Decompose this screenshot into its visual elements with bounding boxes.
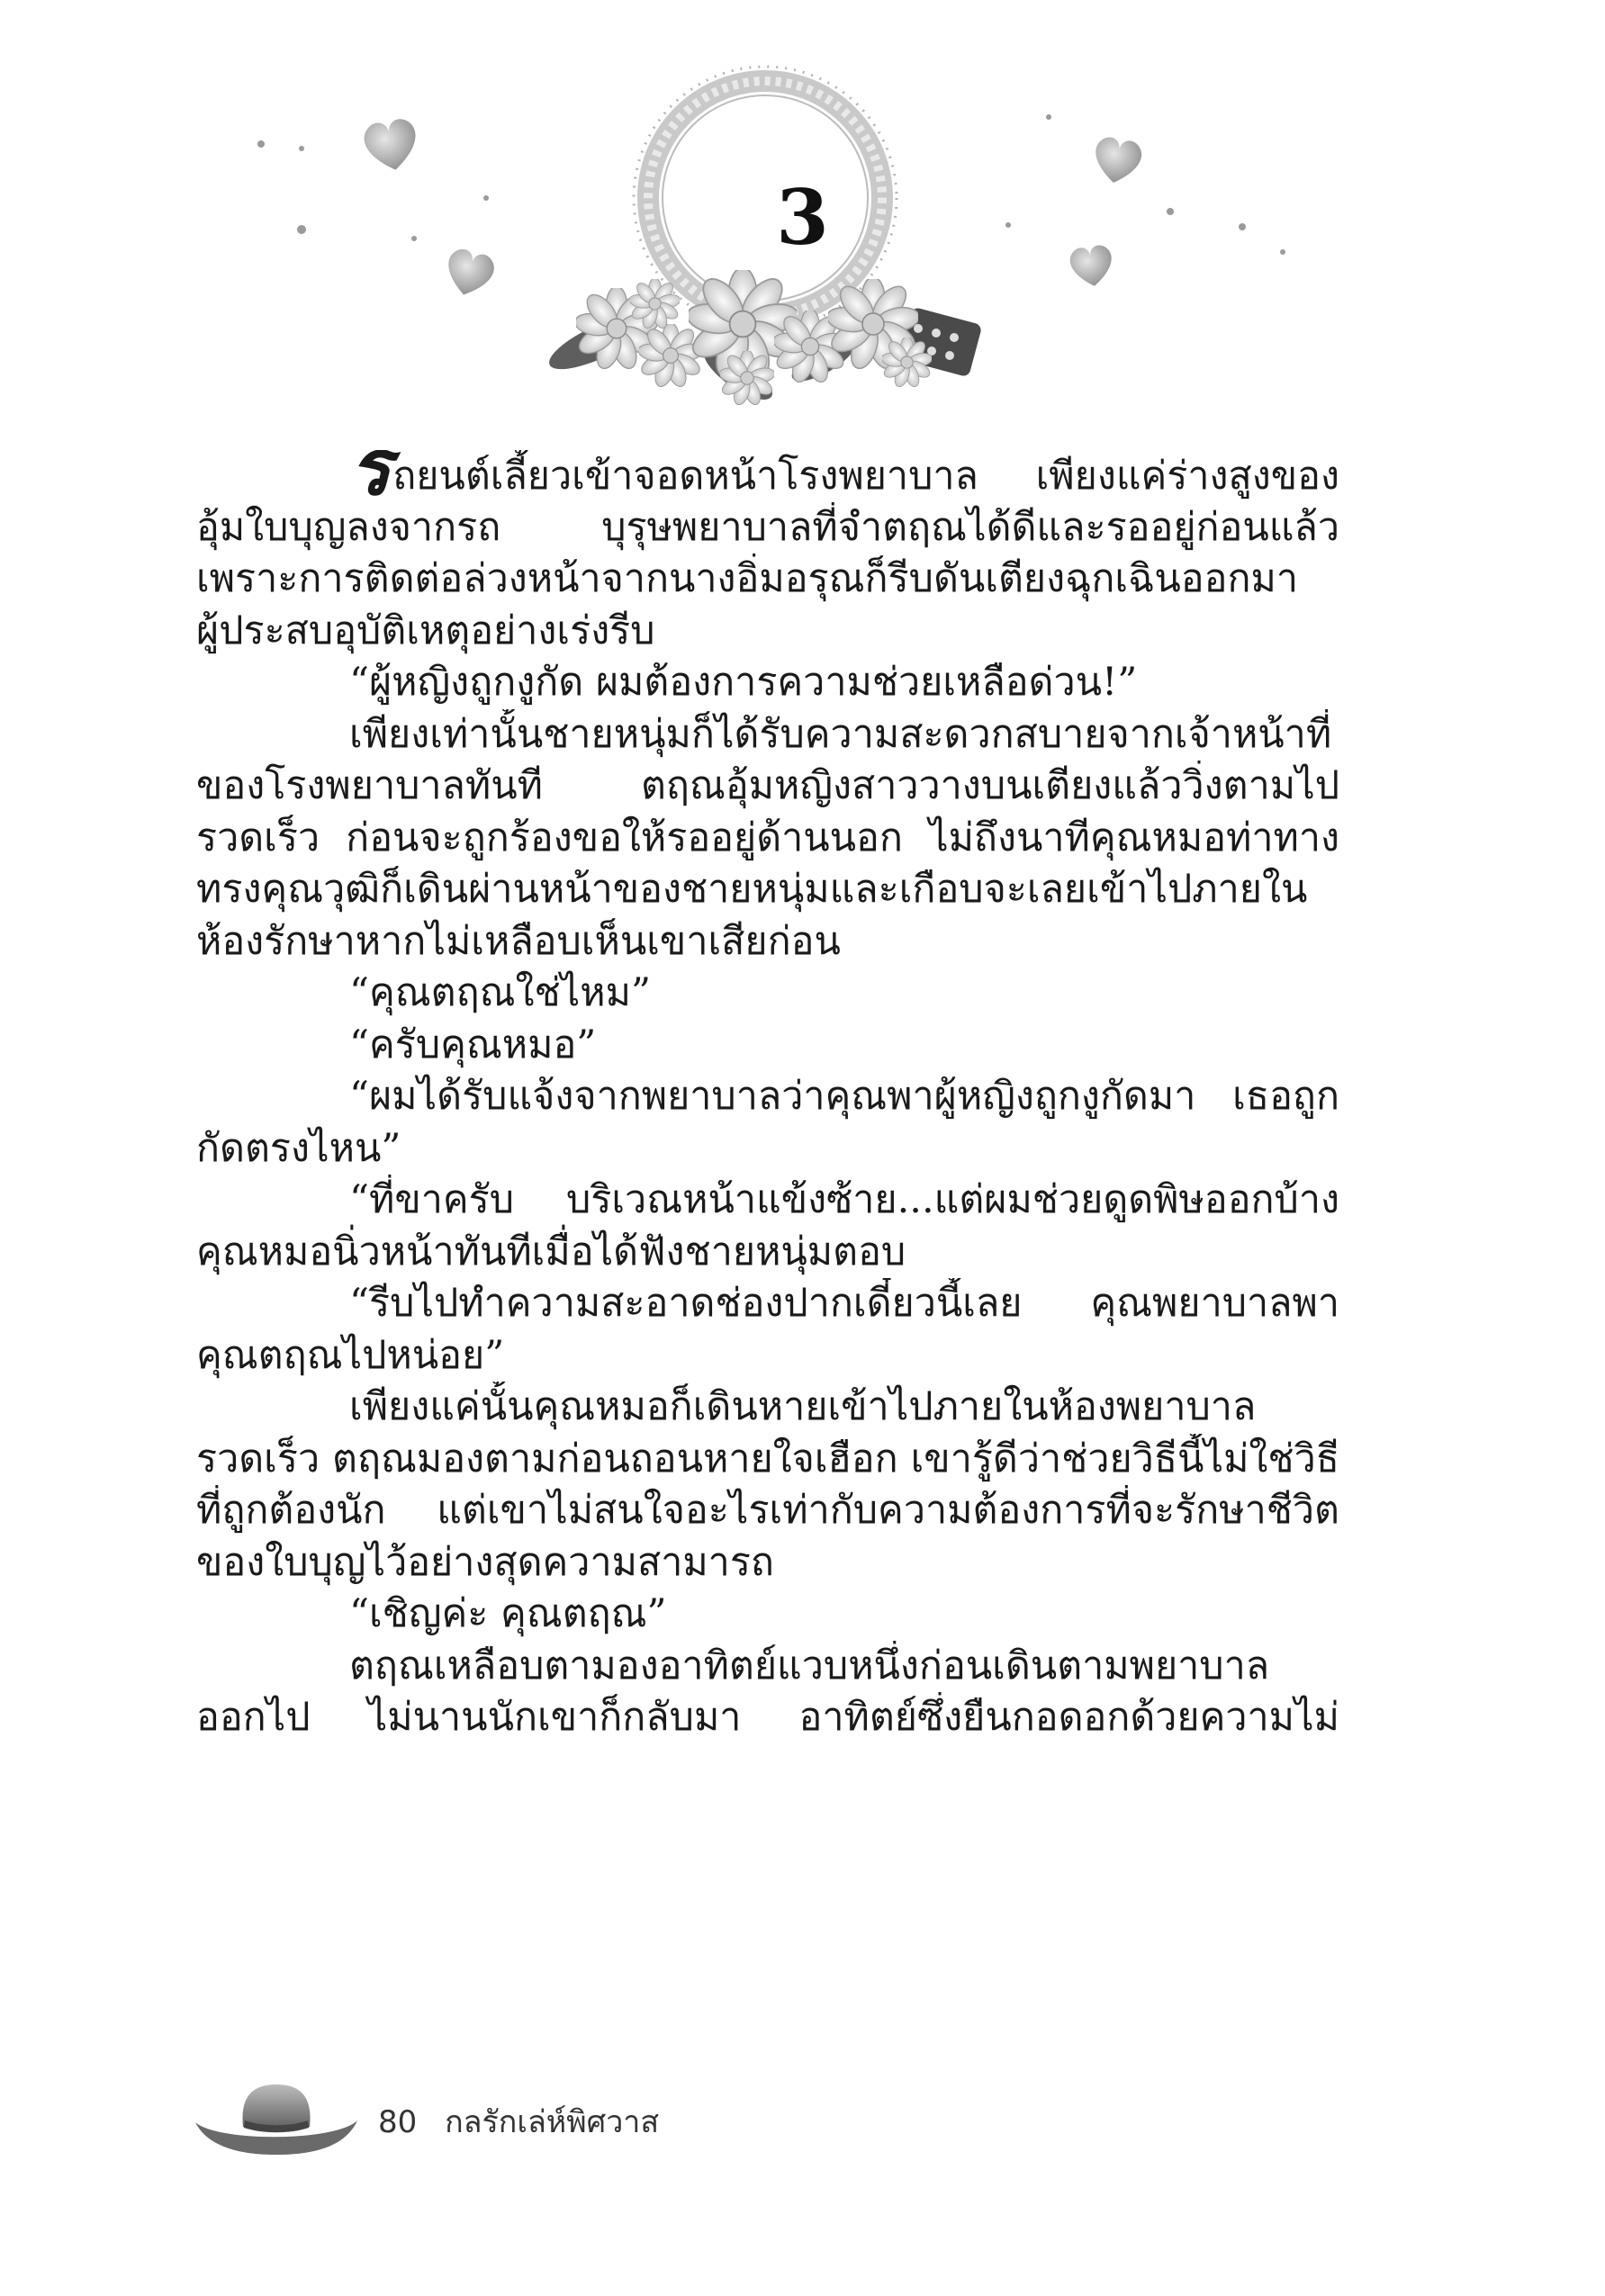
drop-cap: ร <box>349 450 392 502</box>
text-line: เพียงเท่านั้นชายหนุ่มก็ได้รับความสะดวกสบายจากเจ้าหน้าที่ <box>349 711 1332 757</box>
page-footer <box>378 2097 659 2146</box>
text-line: “เชิญค่ะ คุณตฤณ” <box>349 1591 667 1636</box>
text-line: รวดเร็ว ตฤณมองตามก่อนถอนหายใจเฮือก เขารู้ดีว่าช่วยวิธีนี้ไม่ใช่วิธี <box>196 1436 1339 1481</box>
text-line: ของใบบุญไว้อย่างสุดความสามารถ <box>196 1539 774 1585</box>
text-line: ของโรงพยาบาลทันที ตฤณอุ้มหญิงสาววางบนเตียงแล้ววิ่งตามไป <box>196 763 1339 808</box>
text-line <box>196 450 1339 502</box>
text-line: เพราะการติดต่อล่วงหน้าจากนางอิ่มอรุณก็รีบดันเตียงฉุกเฉินออกมา <box>196 556 1298 601</box>
text-line: กัดตรงไหน” <box>196 1125 401 1171</box>
text-line: ห้องรักษาหากไม่เหลือบเห็นเขาเสียก่อน <box>196 918 841 964</box>
text-line: คุณหมอนิ่วหน้าทันทีเมื่อได้ฟังชายหนุ่มตอบ <box>196 1229 906 1274</box>
text-line: “ที่ขาครับ บริเวณหน้าแข้งซ้าย...แต่ผมช่วยดูดพิษออกบ้าง <box>349 1177 1339 1222</box>
page-number: 80 <box>378 2104 418 2140</box>
text-line: ที่ถูกต้องนัก แต่เขาไม่สนใจอะไรเท่ากับความต้องการที่จะรักษาชีวิต <box>196 1488 1339 1533</box>
text-line: ทรงคุณวุฒิก็เดินผ่านหน้าของชายหนุ่มและเกือบจะเลยเข้าไปภายใน <box>196 867 1308 912</box>
text-line: “ผู้หญิงถูกงูกัด ผมต้องการความช่วยเหลือด่วน!” <box>349 660 1138 705</box>
text-line: “คุณตฤณใช่ไหม” <box>349 970 651 1015</box>
text-line: รวดเร็ว ก่อนจะถูกร้องขอให้รออยู่ด้านนอก ไม่ถึงนาทีคุณหมอท่าทาง <box>196 815 1339 860</box>
text-line: เพียงแค่นั้นคุณหมอก็เดินหายเข้าไปภายในห้องพยาบาล <box>349 1384 1257 1429</box>
cowboy-hat-icon <box>191 2077 362 2158</box>
text-line: ออกไป ไม่นานนักเขาก็กลับมา อาทิตย์ซึ่งยืนกอดอกด้วยความไม่ <box>196 1695 1339 1740</box>
text-line-content: ถยนต์เลี้ยวเข้าจอดหน้าโรงพยาบาล เพียงแค่ร่างสูงของ <box>392 454 1339 499</box>
text-line: ตฤณเหลือบตามองอาทิตย์แวบหนึ่งก่อนเดินตามพยาบาล <box>349 1643 1270 1688</box>
chapter-number: 3 <box>776 173 829 262</box>
text-line: “ผมได้รับแจ้งจากพยาบาลว่าคุณพาผู้หญิงถูกงูกัดมา เธอถูก <box>349 1074 1339 1119</box>
text-line: ผู้ประสบอุบัติเหตุอย่างเร่งรีบ <box>196 608 655 653</box>
text-line: “รีบไปทำความสะอาดช่องปากเดี๋ยวนี้เลย คุณพยาบาลพา <box>349 1281 1339 1326</box>
text-line: “ครับคุณหมอ” <box>349 1022 597 1067</box>
book-title: กลรักเล่ห์พิศวาส <box>445 2104 660 2140</box>
text-line: คุณตฤณไปหน่อย” <box>196 1332 505 1378</box>
text-line: อุ้มใบบุญลงจากรถ บุรุษพยาบาลที่จำตฤณได้ดีและรออยู่ก่อนแล้ว <box>196 504 1339 550</box>
chapter-body <box>196 450 1339 1744</box>
